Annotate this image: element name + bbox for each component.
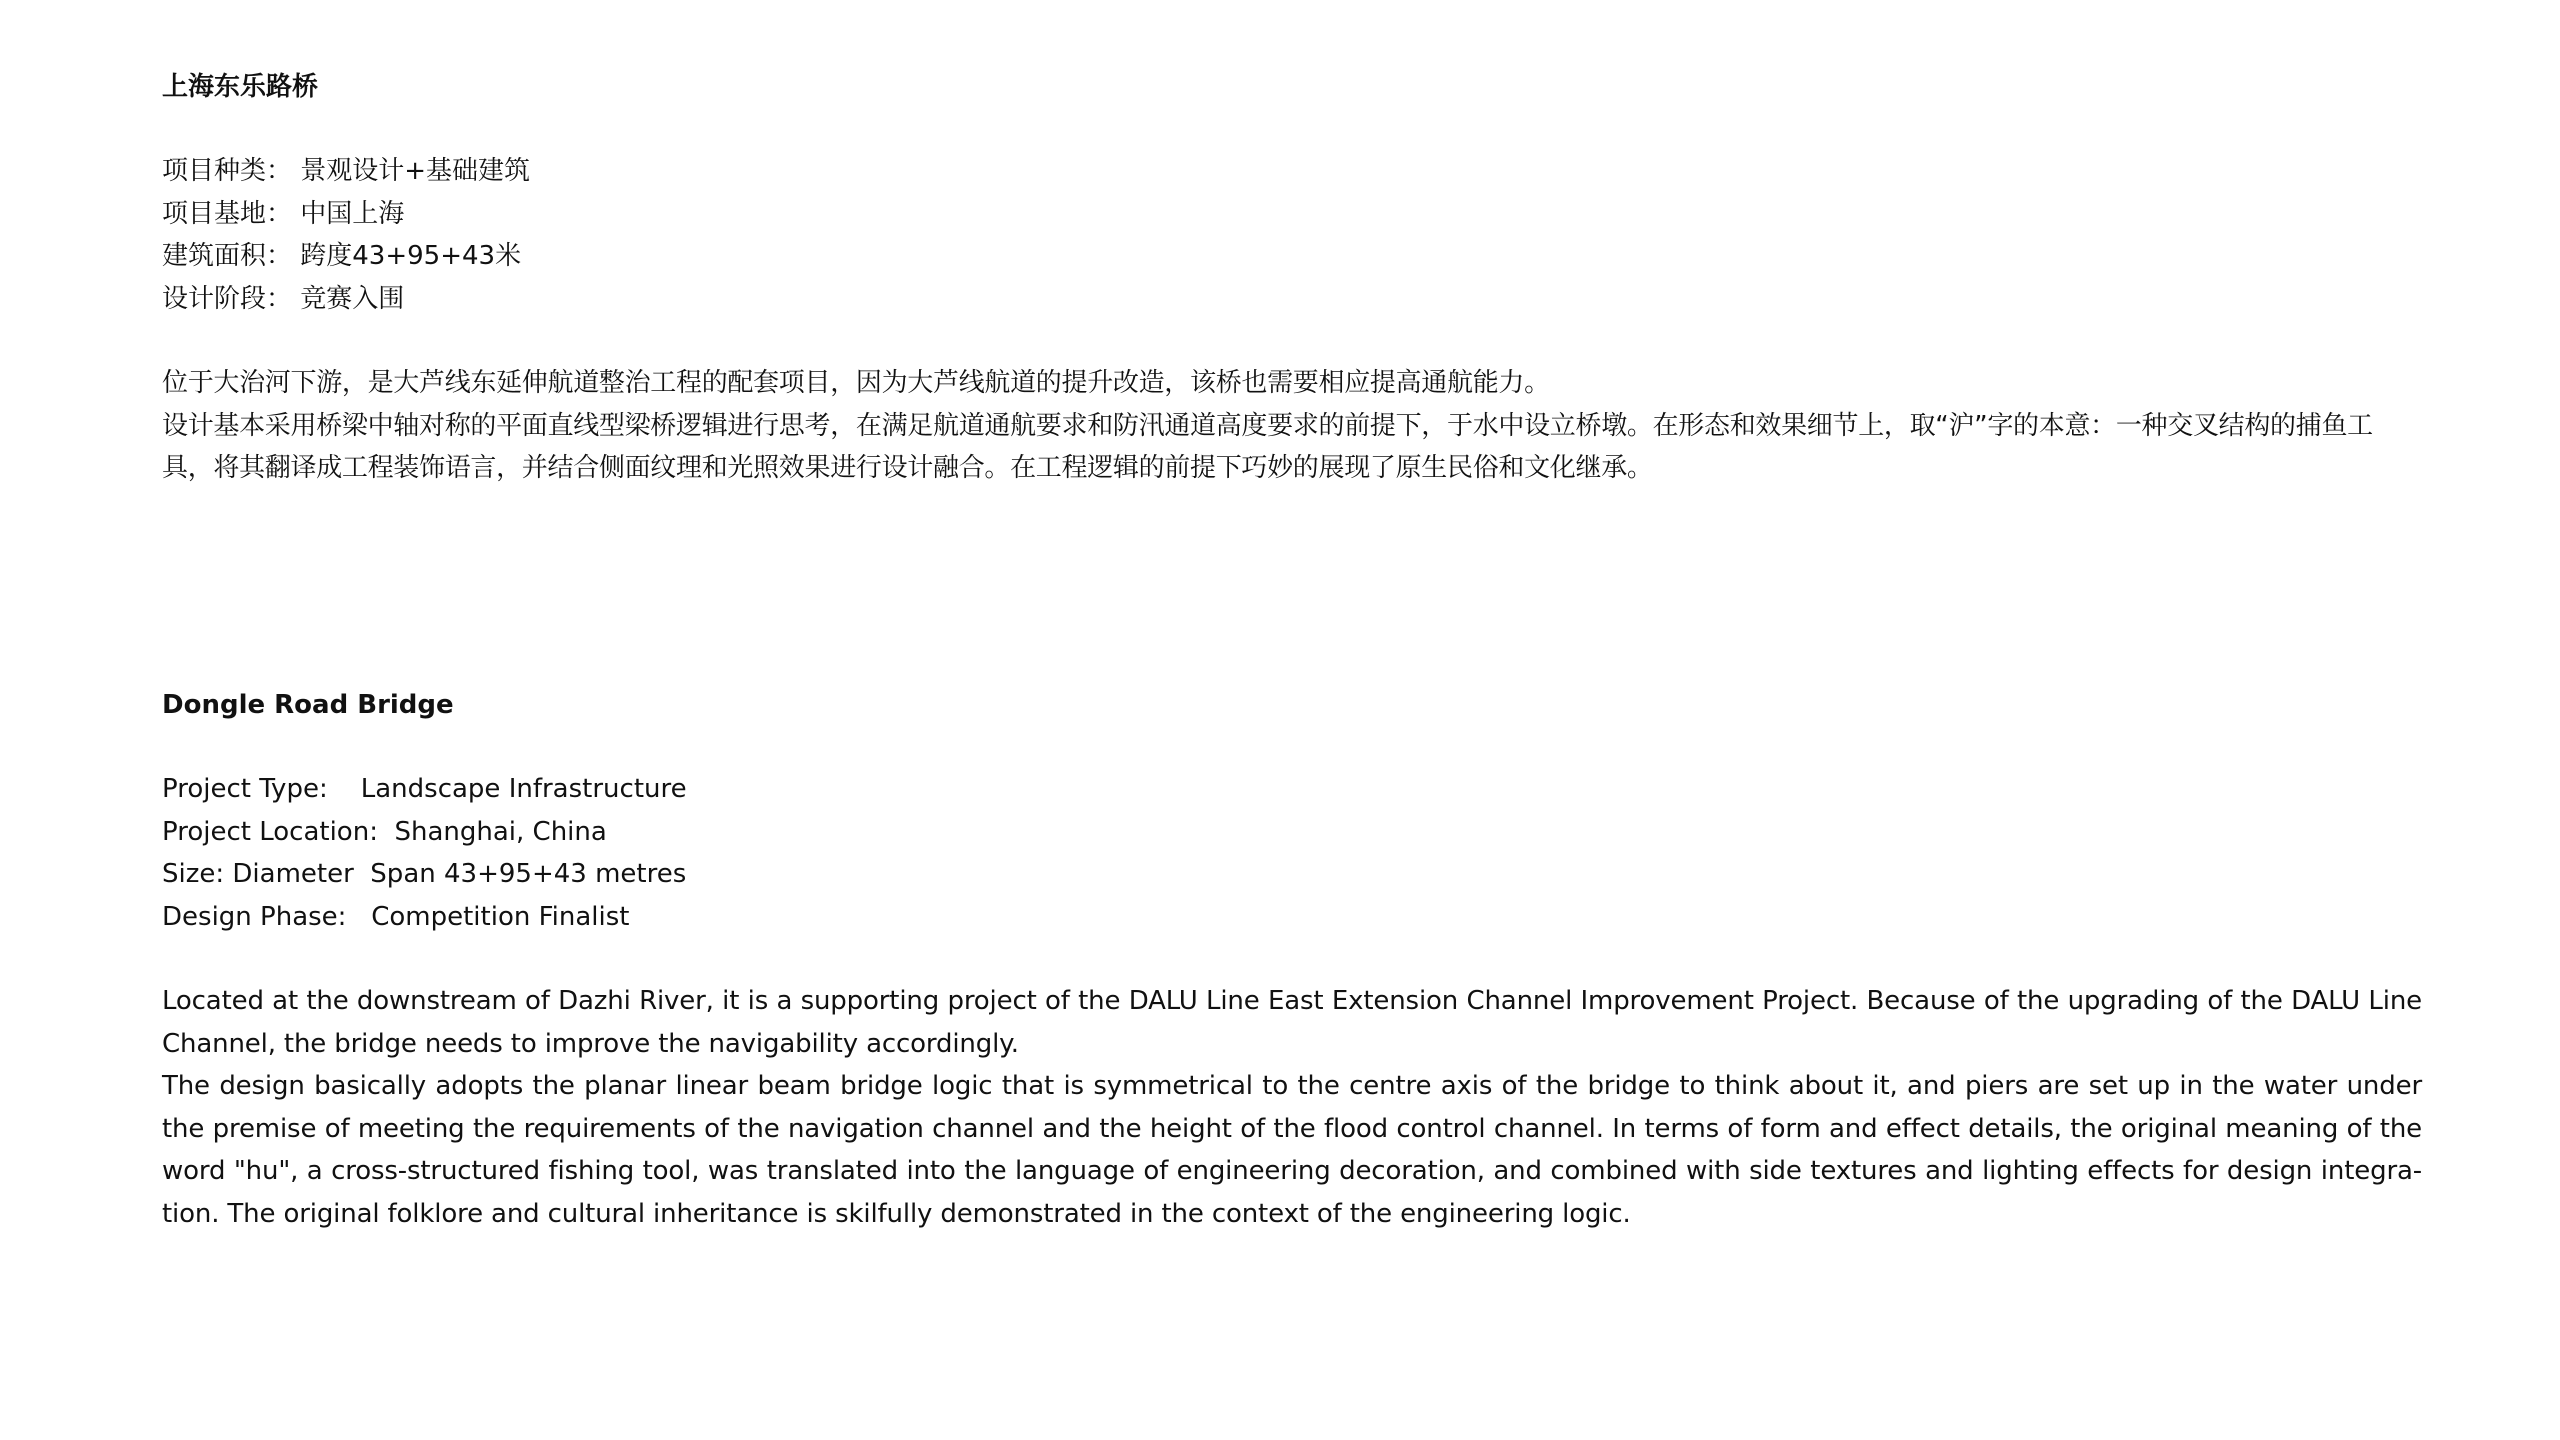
chinese-meta bbox=[162, 150, 2422, 320]
english-description bbox=[162, 980, 2422, 1235]
meta-project-type-en: Project Type: Landscape Infrastructure bbox=[162, 774, 687, 804]
english-paragraph-1: Located at the downstream of Dazhi River, it is a supporting project of the DALU Line East Extension Channel Improvement Project. Because of the upgrading of the DALU Line Channel, the bridge needs to improve the navigability accordingly. bbox=[162, 986, 2422, 1059]
chinese-paragraph-1: 位于大治河下游，是大芦线东延伸航道整治工程的配套项目，因为大芦线航道的提升改造，该桥也需要相应提高通航能力。 bbox=[162, 368, 1550, 398]
english-section bbox=[162, 684, 2422, 1235]
chinese-title: 上海东乐路桥 bbox=[162, 72, 319, 102]
meta-design-phase-en: Design Phase: Competition Finalist bbox=[162, 901, 630, 932]
english-meta bbox=[162, 768, 2422, 938]
english-paragraph-2: The design basically adopts the planar linear beam bridge logic that is symmetrical to the centre axis of the bridge to think about it, and piers are set up in the water under the premise of meeting the requirements of the navigation channel and the height of the flood control channel. In terms of form and effect details, the original meaning of the word "hu", a cross-structured fishing tool, was translated into the language of engineering decoration, and combined with side textures and lighting effects for design integra-tion. The original folklore and cultural inheritance is skilfully demonstrated in the context of the engineering logic. bbox=[162, 1071, 2422, 1229]
chinese-paragraph-2: 设计基本采用桥梁中轴对称的平面直线型梁桥逻辑进行思考，在满足航道通航要求和防汛通道高度要求的前提下，于水中设立桥墩。在形态和效果细节上，取“沪”字的本意：一种交叉结构的捕鱼工具，将其翻译成工程装饰语言，并结合侧面纹理和光照效果进行设计融合。在工程逻辑的前提下巧妙的展现了原生民俗和文化继承。 bbox=[162, 410, 2373, 483]
meta-project-type-cn: 项目种类： 景观设计+基础建筑 bbox=[162, 156, 531, 186]
meta-design-phase-cn: 设计阶段： 竞赛入围 bbox=[162, 283, 405, 314]
meta-size-en: Size: Diameter Span 43+95+43 metres bbox=[162, 859, 687, 889]
meta-project-location-cn: 项目基地： 中国上海 bbox=[162, 198, 405, 229]
meta-project-location-en: Project Location: Shanghai, China bbox=[162, 816, 607, 847]
english-title: Dongle Road Bridge bbox=[162, 690, 454, 720]
chinese-section bbox=[162, 66, 2422, 490]
chinese-description bbox=[162, 362, 2422, 490]
meta-size-cn: 建筑面积： 跨度43+95+43米 bbox=[162, 241, 522, 271]
